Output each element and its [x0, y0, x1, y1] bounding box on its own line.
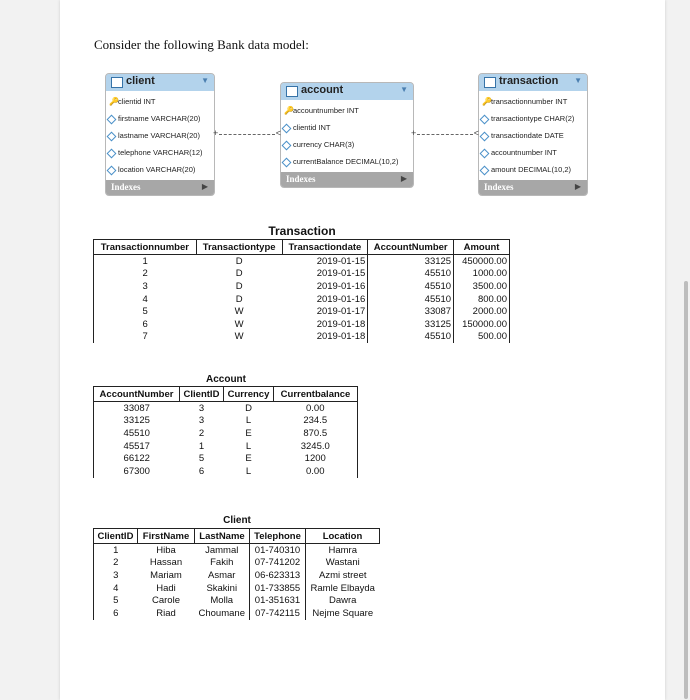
entity-column: telephone VARCHAR(12) [106, 144, 214, 161]
table-cell: 33087 [94, 402, 180, 415]
table-cell: 33125 [368, 318, 454, 331]
table-cell: 6 [198, 465, 205, 477]
table-cell: 33087 [368, 305, 454, 318]
table-cell: 06-623313 [250, 569, 306, 582]
entity-account-name: account [301, 84, 344, 96]
entity-column: amount DECIMAL(10,2) [479, 161, 587, 178]
entity-column: currency CHAR(3) [281, 136, 413, 153]
table-cell: 2 [94, 557, 138, 570]
table-cell: Riad [156, 607, 176, 619]
table-icon [286, 86, 298, 97]
table-row [94, 557, 380, 570]
table-cell: 870.5 [274, 427, 358, 440]
table-cell: 07-741202 [250, 557, 306, 570]
entity-transaction-name: transaction [499, 75, 559, 87]
table-cell: 67300 [94, 465, 180, 478]
table-cell: Carole [152, 595, 180, 607]
table-cell: 33125 [94, 415, 180, 428]
table-cell: 3500.00 [454, 280, 510, 293]
table-cell: 6 [94, 318, 197, 331]
relation-account-transaction: + < [411, 128, 479, 138]
table-cell: Jammal [205, 544, 239, 556]
account-table [93, 386, 358, 478]
table-cell: 3 [198, 402, 205, 414]
table-cell: D [245, 402, 252, 414]
table-row [94, 318, 510, 331]
table-row [94, 594, 380, 607]
scrollbar[interactable] [684, 281, 688, 699]
relation-client-account: + < [213, 128, 281, 138]
table-cell: Skakini [206, 582, 238, 594]
table-row [94, 582, 380, 595]
table-cell: D [235, 255, 243, 267]
table-cell: Hassan [149, 557, 183, 569]
table-cell: 45510 [368, 331, 454, 344]
column-header: Currentbalance [274, 387, 358, 402]
table-row [94, 607, 380, 620]
table-cell: 4 [94, 582, 138, 595]
table-row [94, 280, 510, 293]
column-header: ClientID [180, 387, 224, 402]
play-icon: ▶ [574, 182, 581, 191]
table-cell: D [235, 268, 243, 280]
table-cell: Molla [210, 595, 234, 607]
table-cell: 4 [94, 293, 197, 306]
table-cell: 450000.00 [454, 255, 510, 268]
table-cell: Dawra [329, 595, 357, 607]
table-cell: Mariam [150, 569, 182, 581]
table-cell: 33125 [368, 255, 454, 268]
table-row [94, 569, 380, 582]
key-icon: 🔑 [482, 97, 492, 106]
table-cell: Choumane [198, 607, 245, 619]
client-table [93, 528, 380, 620]
table-cell: L [245, 415, 252, 427]
client-table-title: Client [223, 515, 251, 526]
table-row [94, 255, 510, 268]
intro-text: Consider the following Bank data model: [94, 37, 309, 52]
table-cell: 2019-01-15 [282, 268, 368, 281]
diamond-icon [107, 166, 117, 176]
table-cell: W [234, 318, 244, 330]
table-cell: L [245, 440, 252, 452]
entity-column: transactiondate DATE [479, 127, 587, 144]
table-icon [484, 77, 496, 88]
table-cell: 2019-01-15 [282, 255, 368, 268]
column-header: FirstName [138, 529, 195, 544]
table-row [94, 293, 510, 306]
indexes-label: Indexes [286, 174, 316, 184]
table-cell: 66122 [94, 452, 180, 465]
table-cell: 1 [198, 440, 205, 452]
table-cell: 01-733855 [250, 582, 306, 595]
entity-transaction [478, 73, 588, 196]
table-cell: 7 [94, 331, 197, 344]
table-cell: 2000.00 [454, 305, 510, 318]
table-cell: 5 [94, 594, 138, 607]
table-cell: 2019-01-18 [282, 318, 368, 331]
diamond-icon [107, 115, 117, 125]
table-row [94, 268, 510, 281]
table-row [94, 465, 358, 478]
indexes-label: Indexes [484, 182, 514, 192]
table-row [94, 305, 510, 318]
table-cell: 2019-01-17 [282, 305, 368, 318]
entity-column: accountnumber INT [479, 144, 587, 161]
table-cell: W [234, 306, 244, 318]
entity-column: location VARCHAR(20) [106, 161, 214, 178]
table-row [94, 331, 510, 344]
table-cell: 1 [94, 255, 197, 268]
column-header: Currency [224, 387, 274, 402]
column-header: AccountNumber [94, 387, 180, 402]
chevron-down-icon: ▼ [574, 76, 582, 85]
table-cell: 2019-01-16 [282, 293, 368, 306]
table-row [94, 415, 358, 428]
table-cell: 3 [198, 415, 205, 427]
chevron-down-icon: ▼ [400, 85, 408, 94]
indexes-label: Indexes [111, 182, 141, 192]
table-row [94, 402, 358, 415]
entity-column: transactiontype CHAR(2) [479, 110, 587, 127]
table-cell: Fakih [210, 557, 234, 569]
table-cell: E [245, 453, 252, 465]
table-cell: 5 [94, 305, 197, 318]
table-cell: 45510 [368, 268, 454, 281]
diamond-icon [107, 132, 117, 142]
diamond-icon [282, 158, 292, 168]
table-cell: 2019-01-18 [282, 331, 368, 344]
table-cell: 3 [94, 280, 197, 293]
table-cell: 2019-01-16 [282, 280, 368, 293]
table-cell: D [235, 280, 243, 292]
table-cell: 0.00 [274, 402, 358, 415]
table-cell: 45510 [368, 293, 454, 306]
table-cell: Wastani [325, 557, 360, 569]
table-cell: 45510 [368, 280, 454, 293]
table-cell: 2 [198, 427, 205, 439]
diamond-icon [107, 149, 117, 159]
chevron-down-icon: ▼ [201, 76, 209, 85]
key-icon: 🔑 [109, 97, 119, 106]
table-row [94, 452, 358, 465]
play-icon: ▶ [400, 174, 407, 183]
table-cell: Ramle Elbayda [310, 582, 375, 594]
table-cell: L [245, 465, 252, 477]
entity-client-name: client [126, 75, 155, 87]
key-icon: 🔑 [284, 106, 294, 115]
table-cell: 1 [94, 544, 138, 557]
diamond-icon [480, 115, 490, 125]
column-header: ClientID [94, 529, 138, 544]
entity-column: 🔑 transactionnumber INT [479, 93, 587, 110]
column-header: Transactiondate [282, 240, 368, 255]
entity-column: 🔑 accountnumber INT [281, 102, 413, 119]
column-header: LastName [195, 529, 250, 544]
table-cell: 500.00 [454, 331, 510, 344]
document-page [60, 0, 665, 700]
table-cell: 800.00 [454, 293, 510, 306]
column-header: Location [306, 529, 380, 544]
entity-account [280, 82, 414, 188]
entity-column: clientid INT [281, 119, 413, 136]
entity-column: lastname VARCHAR(20) [106, 127, 214, 144]
table-cell: 2 [94, 268, 197, 281]
entity-column: 🔑 clientid INT [106, 93, 214, 110]
table-cell: 234.5 [274, 415, 358, 428]
column-header: Transactionnumber [94, 240, 197, 255]
entity-client [105, 73, 215, 196]
table-cell: 1000.00 [454, 268, 510, 281]
table-cell: 45510 [94, 427, 180, 440]
table-cell: 3 [94, 569, 138, 582]
table-row [94, 427, 358, 440]
table-cell: Hiba [156, 544, 176, 556]
column-header: Amount [454, 240, 510, 255]
table-cell: Nejme Square [312, 607, 374, 619]
table-cell: 5 [198, 453, 205, 465]
diamond-icon [282, 124, 292, 134]
transaction-table [93, 239, 510, 343]
diamond-icon [480, 166, 490, 176]
table-cell: 07-742115 [250, 607, 306, 620]
column-header: AccountNumber [368, 240, 454, 255]
table-cell: 150000.00 [454, 318, 510, 331]
account-table-title: Account [206, 374, 246, 385]
column-header: Transactiontype [196, 240, 282, 255]
table-cell: 1200 [274, 452, 358, 465]
table-cell: 01-740310 [250, 544, 306, 557]
diamond-icon [480, 132, 490, 142]
diamond-icon [480, 149, 490, 159]
table-cell: Hadi [156, 582, 176, 594]
table-cell: W [234, 331, 244, 343]
table-cell: 01-351631 [250, 594, 306, 607]
table-cell: 6 [94, 607, 138, 620]
table-cell: 45517 [94, 440, 180, 453]
table-cell: Azmi street [318, 569, 367, 581]
table-cell: 0.00 [274, 465, 358, 478]
table-cell: E [245, 427, 252, 439]
entity-column: currentBalance DECIMAL(10,2) [281, 153, 413, 170]
play-icon: ▶ [201, 182, 208, 191]
table-cell: Asmar [208, 569, 236, 581]
table-cell: 3245.0 [274, 440, 358, 453]
entity-column: firstname VARCHAR(20) [106, 110, 214, 127]
diamond-icon [282, 141, 292, 151]
table-cell: D [235, 293, 243, 305]
transaction-table-title: Transaction [268, 224, 336, 238]
table-icon [111, 77, 123, 88]
table-cell: Hamra [328, 544, 357, 556]
table-row [94, 440, 358, 453]
column-header: Telephone [250, 529, 306, 544]
table-row [94, 544, 380, 557]
